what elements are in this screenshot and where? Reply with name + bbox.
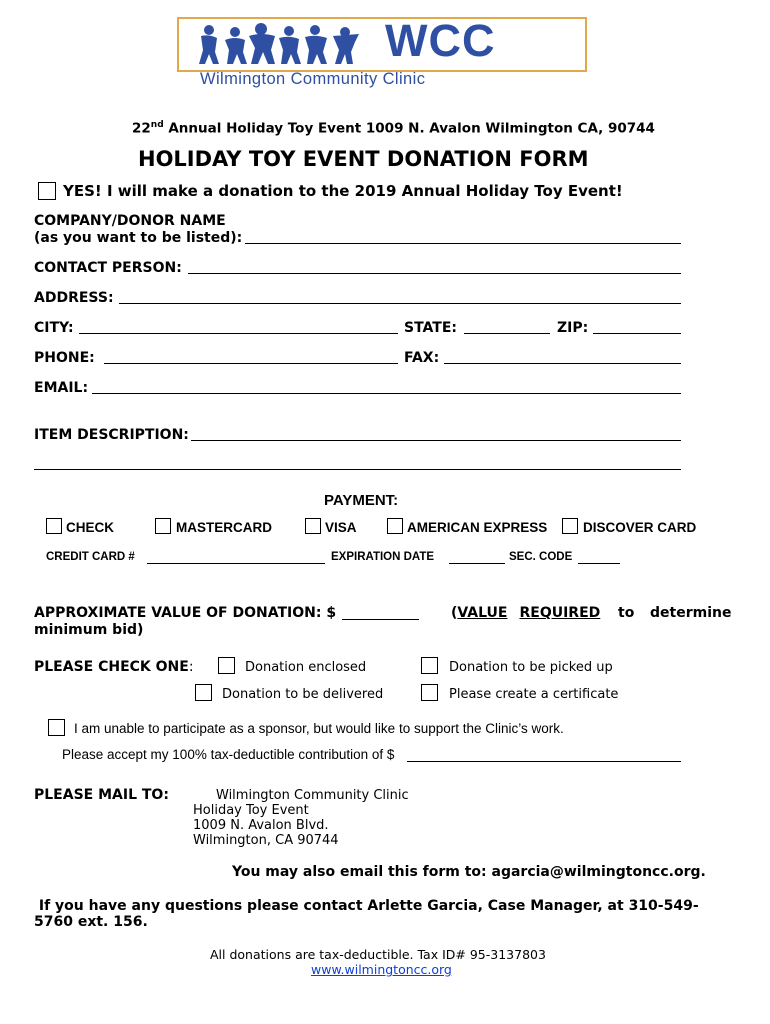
visa-label: VISA bbox=[325, 520, 357, 535]
logo-clinic-name: Wilmington Community Clinic bbox=[200, 70, 426, 88]
item-description-input-2[interactable] bbox=[34, 469, 681, 470]
mail-line-2: Holiday Toy Event bbox=[193, 803, 309, 818]
phone-label: PHONE: bbox=[34, 350, 95, 366]
expiration-input[interactable] bbox=[449, 563, 505, 564]
mail-line-1: Wilmington Community Clinic bbox=[216, 788, 409, 803]
company-label-2: (as you want to be listed): bbox=[34, 230, 243, 246]
item-description-label: ITEM DESCRIPTION: bbox=[34, 427, 189, 443]
credit-card-input[interactable] bbox=[147, 563, 325, 564]
sponsor-line1: I am unable to participate as a sponsor, but would like to support the Clinic’s work. bbox=[74, 721, 564, 736]
yes-checkbox[interactable] bbox=[38, 182, 56, 200]
fax-input[interactable] bbox=[444, 363, 681, 364]
phone-input[interactable] bbox=[104, 363, 398, 364]
questions-line-2: 5760 ext. 156. bbox=[34, 914, 148, 930]
check-one-label: PLEASE CHECK ONE: bbox=[34, 659, 194, 675]
contact-label: CONTACT PERSON: bbox=[34, 260, 182, 276]
email-input[interactable] bbox=[92, 393, 681, 394]
delivered-label: Donation to be delivered bbox=[222, 687, 384, 702]
donation-enclosed-checkbox[interactable] bbox=[218, 657, 235, 674]
state-input[interactable] bbox=[464, 333, 550, 334]
address-label: ADDRESS: bbox=[34, 290, 114, 306]
mail-line-4: Wilmington, CA 90744 bbox=[193, 833, 339, 848]
item-description-input[interactable] bbox=[191, 440, 681, 441]
approx-note-determine: determine bbox=[650, 605, 732, 621]
certificate-label: Please create a certificate bbox=[449, 687, 619, 702]
website-link[interactable]: www.wilmingtoncc.org bbox=[311, 962, 452, 977]
event-line: 22nd Annual Holiday Toy Event 1009 N. Avalon Wilmington CA, 90744 bbox=[132, 120, 655, 137]
amex-checkbox[interactable] bbox=[387, 518, 403, 534]
sec-code-label: SEC. CODE bbox=[509, 551, 573, 563]
sponsor-line2: Please accept my 100% tax-deductible contribution of $ bbox=[62, 747, 395, 762]
payment-title: PAYMENT: bbox=[324, 492, 399, 509]
pick-up-label: Donation to be picked up bbox=[449, 660, 613, 675]
mail-line-3: 1009 N. Avalon Blvd. bbox=[193, 818, 329, 833]
delivered-checkbox[interactable] bbox=[195, 684, 212, 701]
people-figures-icon bbox=[195, 22, 365, 68]
city-input[interactable] bbox=[79, 333, 398, 334]
mastercard-checkbox[interactable] bbox=[155, 518, 171, 534]
approx-note-to: to bbox=[618, 605, 635, 621]
logo bbox=[177, 17, 587, 72]
expiration-label: EXPIRATION DATE bbox=[331, 551, 435, 563]
company-label-1: COMPANY/DONOR NAME bbox=[34, 213, 226, 229]
sponsor-checkbox[interactable] bbox=[48, 719, 65, 736]
contact-person-input[interactable] bbox=[188, 273, 681, 274]
city-label: CITY: bbox=[34, 320, 74, 336]
yes-label: YES! I will make a donation to the 2019 Annual Holiday Toy Event! bbox=[63, 182, 623, 200]
approx-note: (VALUE REQUIRED bbox=[451, 605, 601, 621]
address-input[interactable] bbox=[119, 303, 681, 304]
donation-enclosed-label: Donation enclosed bbox=[245, 660, 367, 675]
approx-line2: minimum bid) bbox=[34, 622, 144, 638]
email-label: EMAIL: bbox=[34, 380, 89, 396]
approx-label: APPROXIMATE VALUE OF DONATION: $ bbox=[34, 605, 337, 621]
company-name-input[interactable] bbox=[245, 243, 681, 244]
fax-label: FAX: bbox=[404, 350, 440, 366]
credit-card-label: CREDIT CARD # bbox=[46, 551, 135, 563]
form-title: HOLIDAY TOY EVENT DONATION FORM bbox=[138, 147, 589, 171]
mail-label: PLEASE MAIL TO: bbox=[34, 787, 169, 803]
footer-tax: All donations are tax-deductible. Tax ID# 95-3137803 bbox=[210, 947, 546, 962]
mastercard-label: MASTERCARD bbox=[176, 520, 272, 535]
approx-value-input[interactable] bbox=[342, 619, 419, 620]
logo-abbr: WCC bbox=[385, 15, 496, 66]
email-form-line: You may also email this form to: agarcia@wilmingtoncc.org. bbox=[232, 864, 706, 880]
certificate-checkbox[interactable] bbox=[421, 684, 438, 701]
visa-checkbox[interactable] bbox=[305, 518, 321, 534]
questions-line-1: If you have any questions please contact Arlette Garcia, Case Manager, at 310-549- bbox=[34, 898, 699, 914]
check-checkbox[interactable] bbox=[46, 518, 62, 534]
zip-label: ZIP: bbox=[557, 320, 589, 336]
sec-code-input[interactable] bbox=[578, 563, 620, 564]
discover-label: DISCOVER CARD bbox=[583, 520, 697, 535]
amex-label: AMERICAN EXPRESS bbox=[407, 520, 548, 535]
discover-checkbox[interactable] bbox=[562, 518, 578, 534]
pick-up-checkbox[interactable] bbox=[421, 657, 438, 674]
contribution-input[interactable] bbox=[407, 761, 681, 762]
check-label: CHECK bbox=[66, 520, 115, 535]
zip-input[interactable] bbox=[593, 333, 681, 334]
state-label: STATE: bbox=[404, 320, 458, 336]
